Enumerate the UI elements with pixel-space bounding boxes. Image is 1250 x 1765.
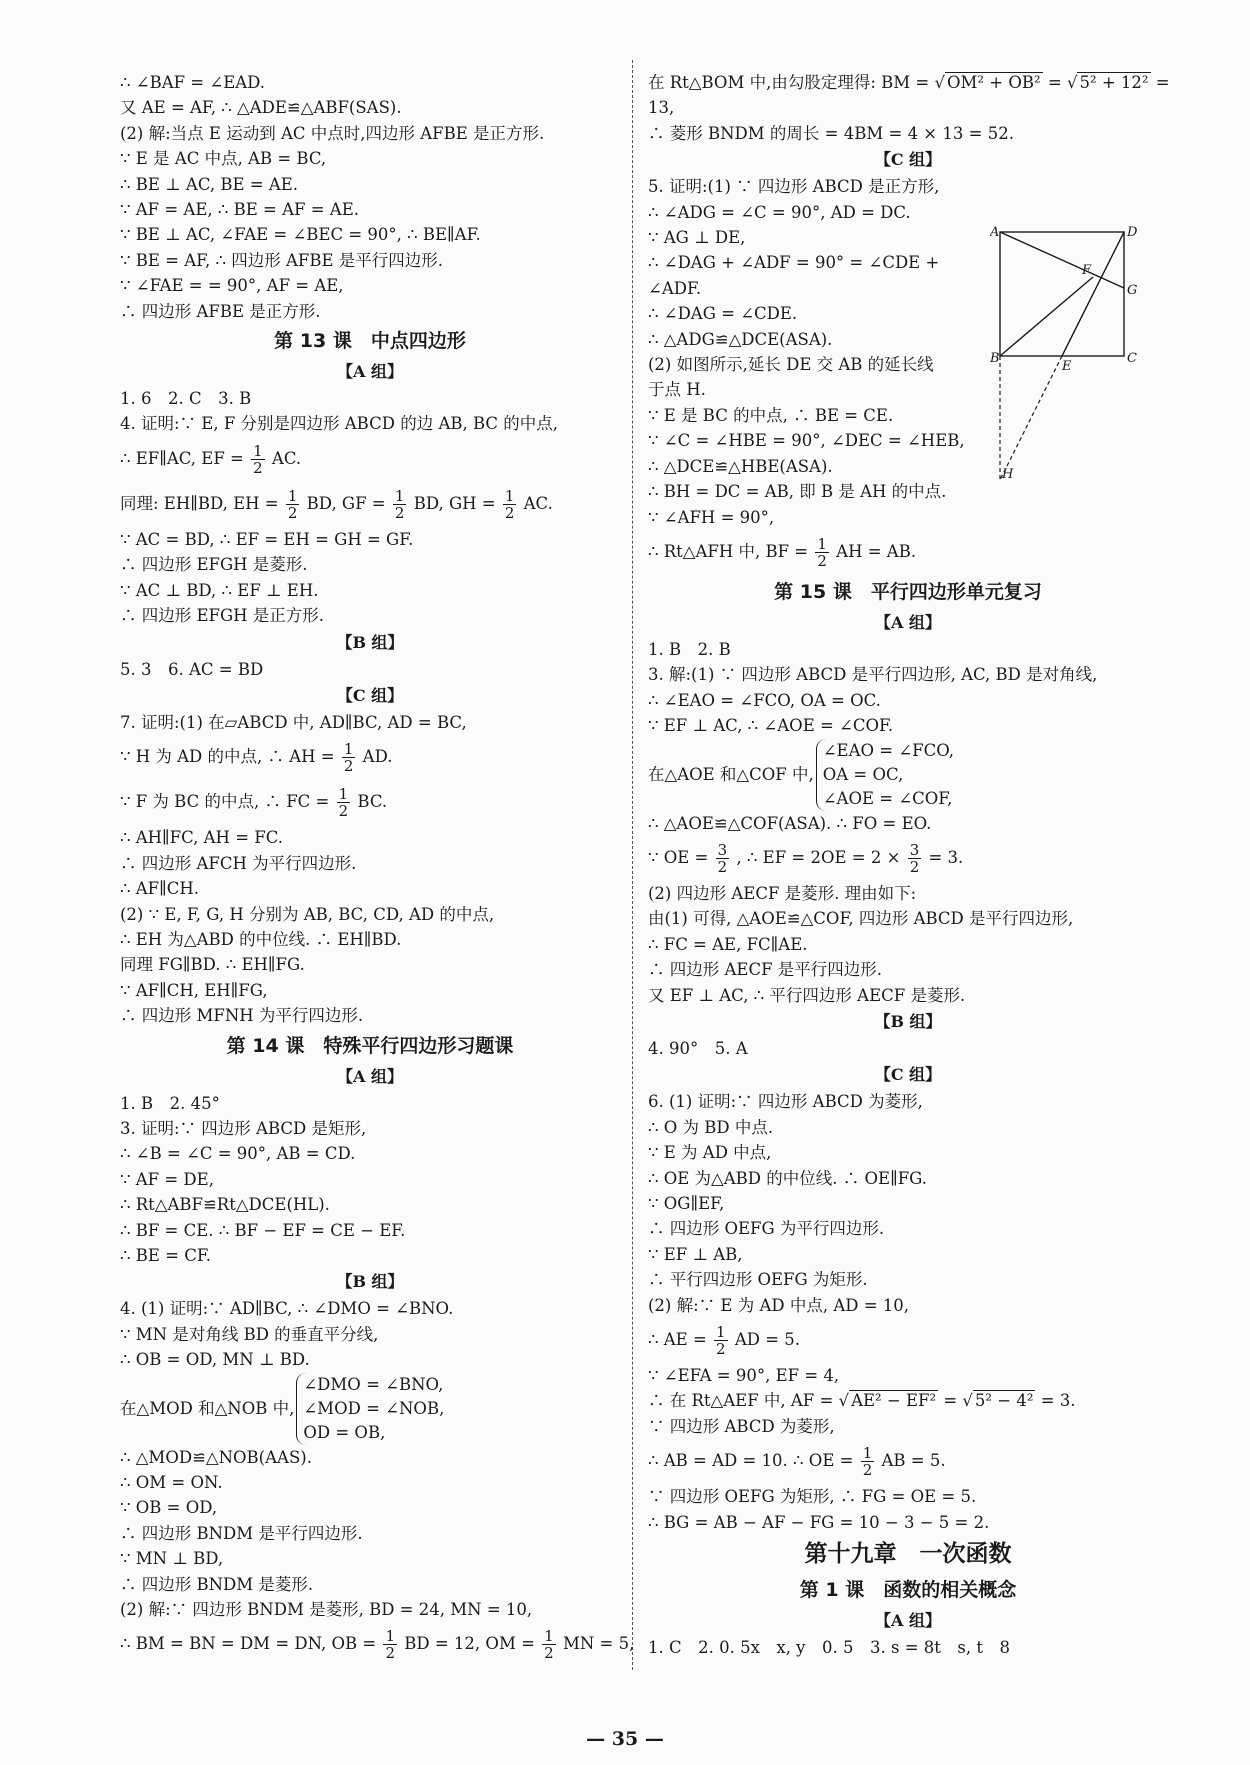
text-line: ∴ 四边形 AFBE 是正方形. (120, 301, 321, 321)
text-line: ∵ ∠AFH = 90°, (648, 507, 775, 527)
text-line: ∴ AF∥CH. (120, 879, 199, 899)
page-number: — 35 — (586, 1728, 664, 1750)
text-line: ∴ OE 为△ABD 的中位线. ∴ OE∥FG. (648, 1168, 927, 1188)
text-line: 于点 H. (648, 380, 706, 400)
text-line: ∵ BE ⊥ AC, ∠FAE = ∠BEC = 90°, ∴ BE∥AF. (120, 225, 481, 245)
text-line: ∵ H 为 AD 的中点, ∴ AH = $\frac{1}{2}$ AD. (120, 740, 393, 776)
text-line: ∴ Rt△ABF≌Rt△DCE(HL). (120, 1195, 330, 1215)
text-line: ∴ ∠ADG = ∠C = 90°, AD = DC. (648, 202, 911, 222)
text-line: (2) 解:∵ 四边形 BNDM 是菱形, BD = 24, MN = 10, (120, 1600, 533, 1620)
fraction: $\frac{1}{2}$ (338, 785, 349, 821)
text-line: ∵ OE = $\frac{3}{2}$ , ∴ EF = 2OE = 2 × $\frac{3}{2}$ = 3. (648, 840, 964, 876)
text-segment: ∴ EF∥AC, EF = (120, 448, 244, 468)
label-g: G (1127, 283, 1138, 298)
text-line: 4. (1) 证明:∵ AD∥BC, ∴ ∠DMO = ∠BNO. (120, 1299, 454, 1319)
text-line: ∵ AF∥CH, EH∥FG, (120, 980, 268, 1000)
text-line: ∵ E 是 BC 的中点, ∴ BE = CE. (648, 405, 894, 425)
fraction: $\frac{1}{2}$ (287, 486, 298, 522)
text-line: ∵ 四边形 ABCD 为菱形, (648, 1416, 835, 1436)
fraction: $\frac{1}{2}$ (385, 1627, 396, 1663)
equation-system: 在△AOE 和△COF 中, ∠EAO = ∠FCO, OA = OC, ∠AOE = ∠COF, (648, 739, 1168, 811)
group-heading: 【A 组】 (337, 362, 403, 382)
text-line: ∴ BE = CF. (120, 1246, 211, 1265)
text-line: ∴ 菱形 BNDM 的周长 = 4BM = 4 × 13 = 52. (648, 123, 1014, 143)
text-line: ∴ AH∥FC, AH = FC. (120, 828, 283, 848)
label-c: C (1127, 351, 1137, 366)
segment-ag (1000, 232, 1124, 288)
left-column (120, 70, 635, 1667)
sqrt-expression: AE² − EF² (851, 1391, 937, 1411)
text-line: ∵ AF = AE, ∴ BE = AF = AE. (120, 200, 359, 220)
segment-eh (1000, 356, 1062, 480)
text-segment: AC. (271, 448, 302, 468)
group-heading: 【B 组】 (336, 1272, 404, 1292)
square-abcd (1000, 232, 1124, 356)
answer-line: 1. B 2. B (648, 639, 731, 659)
text-line: ∵ 四边形 OEFG 为矩形, ∴ FG = OE = 5. (648, 1487, 977, 1507)
group-heading: 【A 组】 (875, 612, 941, 632)
text-line: ∴ △DCE≌△HBE(ASA). (648, 456, 833, 476)
text-line: ∴ 四边形 BNDM 是平行四边形. (120, 1523, 363, 1543)
fraction: $\frac{3}{2}$ (717, 840, 728, 876)
fraction: $\frac{1}{2}$ (343, 740, 354, 776)
text-line: ∵ EF ⊥ AB, (648, 1244, 743, 1264)
answer-line: 1. B 2. 45° (120, 1093, 220, 1113)
text-line: (2) 解:∵ E 为 AD 中点, AD = 10, (648, 1295, 910, 1315)
brace-group: ∠EAO = ∠FCO, OA = OC, ∠AOE = ∠COF, (816, 739, 954, 811)
lesson-heading: 第 14 课 特殊平行四边形习题课 (226, 1034, 514, 1057)
text-line: 3. 解:(1) ∵ 四边形 ABCD 是平行四边形, AC, BD 是对角线, (648, 665, 1098, 685)
fraction: $\frac{1}{2}$ (253, 441, 263, 477)
text-line: ∵ OB = OD, (120, 1498, 218, 1518)
text-line: ∵ F 为 BC 的中点, ∴ FC = $\frac{1}{2}$ BC. (120, 785, 388, 821)
brace-group: ∠DMO = ∠BNO, ∠MOD = ∠NOB, OD = OB, (296, 1373, 444, 1445)
sqrt-expression: 5² + 12² (1079, 73, 1149, 92)
text-line: ∵ AG ⊥ DE, (648, 228, 746, 248)
text-line: ∵ AF = DE, (120, 1169, 214, 1189)
group-heading: 【A 组】 (875, 1611, 941, 1631)
text-line: 由(1) 可得, △AOE≌△COF, 四边形 ABCD 是平行四边形, (648, 909, 1074, 929)
label-d: D (1127, 225, 1138, 240)
text-line: ∴ AE = $\frac{1}{2}$ AD = 5. (648, 1323, 801, 1359)
answer-line: 5. 3 6. AC = BD (120, 659, 264, 679)
group-heading: 【A 组】 (337, 1066, 403, 1086)
text-line: 7. 证明:(1) 在▱ABCD 中, AD∥BC, AD = BC, (120, 712, 467, 732)
group-heading: 【C 组】 (874, 150, 942, 170)
answer-line: 1. 6 2. C 3. B (120, 389, 252, 409)
text-line: 在 Rt△BOM 中,由勾股定理得: BM = √ OM² + OB² = √ 5² + 12² = (648, 73, 1170, 92)
text-line: 5. 证明:(1) ∵ 四边形 ABCD 是正方形, (648, 177, 940, 197)
text-line: ∴ ∠DAG + ∠ADF = 90° = ∠CDE + (648, 253, 940, 273)
chapter-heading: 第十九章 一次函数 (804, 1541, 1012, 1568)
sqrt-expression: 5² − 4² (974, 1391, 1034, 1411)
text-line: ∵ BE = AF, ∴ 四边形 AFBE 是平行四边形. (120, 250, 444, 270)
text-line: ∵ ∠C = ∠HBE = 90°, ∠DEC = ∠HEB, (648, 431, 965, 451)
text-line: 3. 证明:∵ 四边形 ABCD 是矩形, (120, 1118, 367, 1138)
text-line: 4. 证明:∵ E, F 分别是四边形 ABCD 的边 AB, BC 的中点, (120, 414, 559, 434)
text-line: ∴ Rt△AFH 中, BF = $\frac{1}{2}$ AH = AB. (648, 534, 917, 570)
fraction: $\frac{1}{2}$ (817, 534, 827, 570)
text-line (120, 437, 620, 482)
text-line: ∴ 四边形 AFCH 为平行四边形. (120, 853, 357, 873)
text-line: (2) 解:当点 E 运动到 AC 中点时,四边形 AFBE 是正方形. (120, 123, 545, 143)
text-line: ∠ADF. (648, 278, 702, 298)
text-line: ∴ BF = CE. ∴ BF − EF = CE − EF. (120, 1220, 406, 1240)
group-heading: 【C 组】 (874, 1065, 942, 1085)
text-line: 又 EF ⊥ AC, ∴ 平行四边形 AECF 是菱形. (648, 985, 966, 1005)
text-line: ∴ ∠B = ∠C = 90°, AB = CD. (120, 1144, 356, 1164)
answer-line: 1. C 2. 0. 5x x, y 0. 5 3. s = 8t s, t 8 (648, 1638, 1010, 1658)
answer-line: 4. 90° 5. A (648, 1038, 748, 1058)
text-line: ∵ MN 是对角线 BD 的垂直平分线, (120, 1324, 379, 1344)
text-line: ∴ 在 Rt△AEF 中, AF = √ AE² − EF² = √ 5² − 4² = 3. (648, 1391, 1076, 1411)
text-line: ∴ BM = BN = DM = DN, OB = $\frac{1}{2}$ BD = 12, OM = $\frac{1}{2}$ MN = 5, (120, 1627, 635, 1663)
text-line: ∵ ∠EFA = 90°, EF = 4, (648, 1366, 840, 1386)
text-line: ∴ △AOE≌△COF(ASA). ∴ FO = EO. (648, 813, 932, 833)
text-line: ∵ MN ⊥ BD, (120, 1549, 224, 1569)
lesson-heading: 第 1 课 函数的相关概念 (799, 1579, 1017, 1602)
text-line: ∴ 平行四边形 OEFG 为矩形. (648, 1270, 868, 1290)
fraction: $\frac{3}{2}$ (909, 840, 920, 876)
text-line: ∴ 四边形 BNDM 是菱形. (120, 1574, 314, 1594)
text-line: ∵ E 为 AD 中点, (648, 1143, 772, 1163)
text-line: ∴ BH = DC = AB, 即 B 是 AH 的中点. (648, 482, 947, 502)
text-line: ∴ OB = OD, MN ⊥ BD. (120, 1350, 310, 1370)
group-heading: 【B 组】 (336, 632, 404, 652)
text-line: ∵ E 是 AC 中点, AB = BC, (120, 149, 327, 169)
text-line: ∴ FC = AE, FC∥AE. (648, 934, 808, 954)
label-b: B (990, 351, 1000, 366)
text-line: ∴ 四边形 EFGH 是正方形. (120, 606, 325, 626)
segment-bf (1000, 277, 1093, 356)
column-divider (632, 60, 633, 1670)
square-diagram (990, 222, 1140, 482)
text-line: ∵ ∠FAE = = 90°, AF = AE, (120, 276, 344, 296)
fraction: $\frac{1}{2}$ (716, 1323, 726, 1359)
text-line: ∵ OG∥EF, (648, 1194, 725, 1213)
text-line: ∴ OM = ON. (120, 1473, 223, 1493)
text-line: ∴ 四边形 AECF 是平行四边形. (648, 960, 883, 980)
text-line: ∴ △ADG≌△DCE(ASA). (648, 329, 833, 349)
text-line: ∴ BE ⊥ AC, BE = AE. (120, 174, 299, 194)
text-line: ∴ O 为 BD 中点. (648, 1117, 774, 1137)
fraction: $\frac{1}{2}$ (504, 486, 515, 522)
group-heading: 【B 组】 (874, 1011, 942, 1031)
segment-de (1062, 232, 1124, 356)
label-h: H (1002, 467, 1014, 482)
label-f: F (1082, 263, 1092, 278)
text-line: (2) 如图所示,延长 DE 交 AB 的延长线 (648, 355, 934, 375)
label-e: E (1062, 359, 1072, 374)
text-line: ∴ ∠BAF = ∠EAD. (120, 73, 266, 92)
text-line: ∴ ∠DAG = ∠CDE. (648, 304, 798, 324)
text-line: 同理 FG∥BD. ∴ EH∥FG. (120, 955, 305, 975)
fraction: $\frac{1}{2}$ (394, 486, 405, 522)
fraction: $\frac{1}{2}$ (862, 1444, 873, 1480)
text-line: ∴ 四边形 EFGH 是菱形. (120, 555, 308, 575)
text-line: (2) ∵ E, F, G, H 分别为 AB, BC, CD, AD 的中点, (120, 904, 495, 924)
text-line: ∴ AB = AD = 10. ∴ OE = $\frac{1}{2}$ AB = 5. (648, 1444, 946, 1480)
equation-system: 在△MOD 和△NOB 中, ∠DMO = ∠BNO, ∠MOD = ∠NOB, OD = OB, (120, 1373, 620, 1445)
text-line: 6. (1) 证明:∵ 四边形 ABCD 为菱形, (648, 1092, 923, 1112)
text-line: 13, (648, 98, 675, 118)
text-line: 同理: EH∥BD, EH = $\frac{1}{2}$ BD, GF = $\frac{1}{2}$ BD, GH = $\frac{1}{2}$ AC. (120, 486, 553, 522)
label-a: A (990, 225, 1000, 240)
group-heading: 【C 组】 (336, 685, 404, 705)
lesson-heading: 第 15 课 平行四边形单元复习 (774, 580, 1042, 603)
text-line: ∵ EF ⊥ AC, ∴ ∠AOE = ∠COF. (648, 716, 894, 736)
text-line: ∴ 四边形 OEFG 为平行四边形. (648, 1219, 885, 1239)
text-line: ∵ AC = BD, ∴ EF = EH = GH = GF. (120, 529, 414, 549)
text-line: ∵ AC ⊥ BD, ∴ EF ⊥ EH. (120, 580, 319, 600)
text-line: ∴ 四边形 MFNH 为平行四边形. (120, 1006, 364, 1026)
text-line: ∴ BG = AB − AF − FG = 10 − 3 − 5 = 2. (648, 1512, 990, 1532)
lesson-heading: 第 13 课 中点四边形 (274, 330, 466, 353)
sqrt-expression: OM² + OB² (947, 73, 1041, 92)
text-line: ∴ EH 为△ABD 的中位线. ∴ EH∥BD. (120, 929, 402, 949)
text-line: ∴ △MOD≌△NOB(AAS). (120, 1447, 312, 1467)
text-line: 又 AE = AF, ∴ △ADE≌△ABF(SAS). (120, 98, 402, 118)
text-line: (2) 四边形 AECF 是菱形. 理由如下: (648, 883, 917, 903)
fraction: $\frac{1}{2}$ (544, 1627, 554, 1663)
text-line: ∴ ∠EAO = ∠FCO, OA = OC. (648, 690, 881, 710)
